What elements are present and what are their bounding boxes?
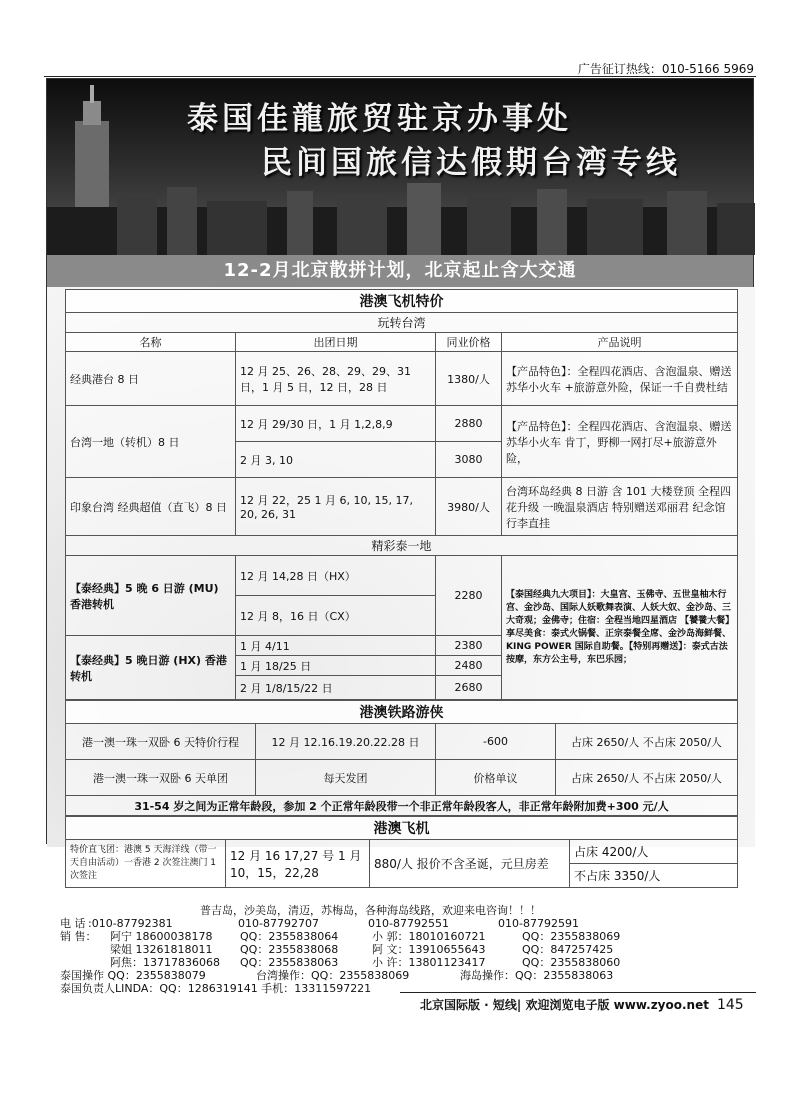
route-price: 3980/人 xyxy=(436,478,502,536)
route-name: 港一澳一珠一双卧 6 天单团 xyxy=(66,760,256,796)
route-dates: 12 月 25、26、28、29、29、31 日，1 月 5 日，12 日，28 日 xyxy=(236,352,436,406)
flight-table xyxy=(65,289,738,700)
sales-contact: 小 郭：18010160721 xyxy=(372,930,486,943)
thai-desc: 【泰国经典九大项目】：大皇宫、玉佛寺、五世皇柚木行宫、金沙岛、国际人妖歌舞表演、人妖大奴、金沙岛、三大奇观；金佛寺；住宿：全程当地四星酒店 【饕餮大餐】享尽美食：泰式火锅餐、正宗泰餐全席、金沙岛海鲜餐、KING POWER 国际自助餐。【特别再赠送】：泰式古法按摩，东方公主号，东巴乐园； xyxy=(502,556,738,700)
phone-number: 010-87792551 xyxy=(368,917,449,930)
footer-rule xyxy=(400,992,756,993)
sales-contact: 梁姐 13261818011 xyxy=(110,943,213,956)
sales-contact: 小 许：13801123417 xyxy=(372,956,486,969)
header-name: 名称 xyxy=(66,333,236,352)
route-dates: 12 月 22，25 1 月 6, 10, 15, 17, 20, 26, 31 xyxy=(236,478,436,536)
route-name: 港一澳一珠一双卧 6 天特价行程 xyxy=(66,724,256,760)
table-row xyxy=(66,406,738,442)
sales-qq: QQ：2355838068 xyxy=(240,943,339,956)
banner-subtitle: 12-2月北京散拼计划，北京起止含大交通 xyxy=(47,255,753,287)
section-title: 港澳铁路游侠 xyxy=(66,701,738,724)
route-price: 2480 xyxy=(436,656,502,676)
banner-title-1: 泰国佳龍旅贸驻京办事处 xyxy=(187,101,572,137)
route-price: 3080 xyxy=(436,442,502,478)
sales-label: 销 售： xyxy=(60,930,97,943)
ops-contact: 泰国操作 QQ：2355838079 xyxy=(60,969,206,982)
header-dates: 出团日期 xyxy=(236,333,436,352)
table-row xyxy=(66,840,738,864)
thai-title: 精彩泰一地 xyxy=(66,536,738,556)
route-desc: 占床 2650/人 不占床 2050/人 xyxy=(556,760,738,796)
price-tables xyxy=(65,289,738,888)
footer-text: 北京国际版 · 短线| 欢迎浏览电子版 www.zyoo.net xyxy=(420,998,709,1012)
banner xyxy=(47,79,753,255)
header-desc: 产品说明 xyxy=(502,333,738,352)
route-desc: 【产品特色】：全程四花酒店、含泡温泉、赠送苏华小火车 肯丁，野柳一网打尽+旅游意外险， xyxy=(502,406,738,478)
route-dates: 2 月 3, 10 xyxy=(236,442,436,478)
sales-line xyxy=(60,956,760,969)
manager-line: 泰国负责人LINDA：QQ：1286319141 手机：13311597221 xyxy=(60,982,372,995)
header-price: 同业价格 xyxy=(436,333,502,352)
sales-line xyxy=(60,943,760,956)
route-desc: 占床 2650/人 不占床 2050/人 xyxy=(556,724,738,760)
sales-line xyxy=(60,930,760,943)
table-row xyxy=(66,724,738,760)
section-title: 港澳飞机 xyxy=(66,817,738,840)
phone-label: 电 话 xyxy=(60,917,86,930)
route-name: 特价直飞团：港澳 5 天海洋线（带一天自由活动）一香港 2 次签注澳门 1 次签注 xyxy=(66,840,226,888)
price-with-bed: 占床 4200/人 xyxy=(570,840,738,864)
hk-macau-flight-table xyxy=(65,816,738,888)
sales-contact: 阿 文：13910655643 xyxy=(372,943,486,956)
route-dates: 2 月 1/8/15/22 日 xyxy=(236,676,436,700)
sales-qq: QQ：2355838060 xyxy=(522,956,621,969)
section-title: 港澳飞机特价 xyxy=(66,290,738,313)
route-price: 2880 xyxy=(436,406,502,442)
rail-table xyxy=(65,700,738,816)
age-note: 31-54 岁之间为正常年龄段，参加 2 个正常年龄段带一个非正常年龄段客人，非正常年龄附加费+300 元/人 xyxy=(66,796,738,816)
route-price: 1380/人 xyxy=(436,352,502,406)
route-dates: 每天发团 xyxy=(256,760,436,796)
route-dates: 12 月 29/30 日，1 月 1,2,8,9 xyxy=(236,406,436,442)
phone-number: :010-87792381 xyxy=(88,917,173,930)
route-dates: 1 月 4/11 xyxy=(236,636,436,656)
top-rule xyxy=(44,76,756,77)
sales-qq: QQ：2355838064 xyxy=(240,930,339,943)
islands-line: 普吉岛，沙美岛，清迈，苏梅岛，各种海岛线路，欢迎来电咨询！！！ xyxy=(200,904,541,917)
route-price: 2280 xyxy=(436,556,502,636)
price-without-bed: 不占床 3350/人 xyxy=(570,864,738,888)
sales-contact: 阿焦：13717836068 xyxy=(110,956,220,969)
route-name: 印象台湾 经典超值（直飞）8 日 xyxy=(66,478,236,536)
route-desc: 台湾环岛经典 8 日游 含 101 大楼登顶 全程四花升级 一晚温泉酒店 特别赠送邓丽君 纪念馆 行李直挂 xyxy=(502,478,738,536)
table-row xyxy=(66,760,738,796)
ad-hotline: 广告征订热线：010-5166 5969 xyxy=(577,62,754,76)
sales-qq: QQ：847257425 xyxy=(522,943,614,956)
route-price: 880/人 报价不含圣诞，元旦房差 xyxy=(370,840,570,888)
route-price: -600 xyxy=(436,724,556,760)
ops-contact: 海岛操作：QQ：2355838063 xyxy=(460,969,614,982)
taiwan-title: 玩转台湾 xyxy=(66,313,738,333)
sales-contact: 阿宁 18600038178 xyxy=(110,930,213,943)
ops-contact: 台湾操作：QQ：2355838069 xyxy=(256,969,410,982)
contact-block xyxy=(60,904,760,995)
sales-qq: QQ：2355838069 xyxy=(522,930,621,943)
route-dates: 1 月 18/25 日 xyxy=(236,656,436,676)
phone-number: 010-87792591 xyxy=(498,917,579,930)
route-name: 【泰经典】5 晚日游 (HX) 香港转机 xyxy=(66,636,236,700)
route-name: 【泰经典】5 晚 6 日游 (MU) 香港转机 xyxy=(66,556,236,636)
route-name: 台湾一地（转机）8 日 xyxy=(66,406,236,478)
footer xyxy=(420,996,744,1013)
route-price: 2380 xyxy=(436,636,502,656)
table-row xyxy=(66,352,738,406)
banner-title-2: 民间国旅信达假期台湾专线 xyxy=(261,145,681,181)
route-dates: 12 月 8，16 日（CX） xyxy=(236,596,436,636)
route-dates: 12 月 12.16.19.20.22.28 日 xyxy=(256,724,436,760)
route-price: 2680 xyxy=(436,676,502,700)
page-number: 145 xyxy=(716,997,744,1013)
route-name: 经典港台 8 日 xyxy=(66,352,236,406)
sales-qq: QQ：2355838063 xyxy=(240,956,339,969)
phone-number: 010-87792707 xyxy=(238,917,319,930)
phone-line xyxy=(60,917,760,930)
ops-line xyxy=(60,969,760,982)
route-price: 价格单议 xyxy=(436,760,556,796)
ad-panel xyxy=(46,78,754,883)
route-desc: 【产品特色】：全程四花酒店、含泡温泉、赠送苏华小火车 +旅游意外险，保证一千自费杜结 xyxy=(502,352,738,406)
route-dates: 12 月 16 17,27 号 1 月 10，15，22,28 xyxy=(226,840,370,888)
table-row xyxy=(66,556,738,596)
route-dates: 12 月 14,28 日（HX） xyxy=(236,556,436,596)
table-row xyxy=(66,478,738,536)
